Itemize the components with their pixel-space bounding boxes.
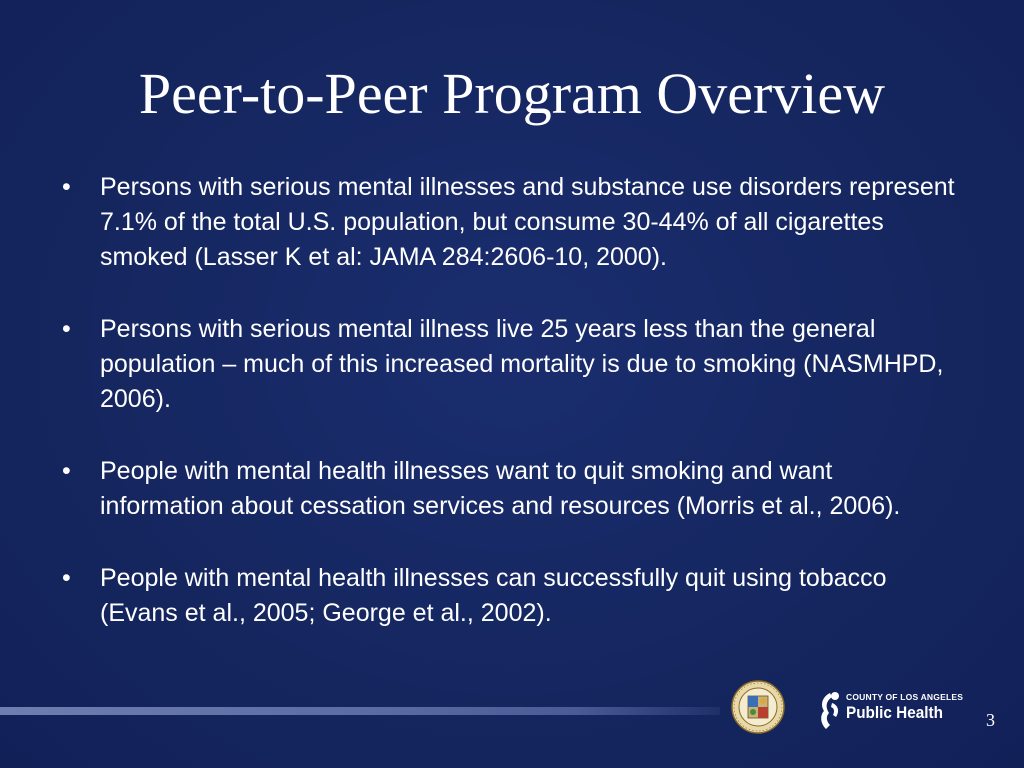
bullet-item [62,312,962,417]
bullet-text: People with mental health illnesses can successfully quit using tobacco (Evans et al., 2005; George et al., 2002). [100,564,887,627]
logo-public-health-text: Public Health [846,703,943,722]
public-health-figure-icon [816,689,842,733]
public-health-logo [816,689,966,733]
county-seal-icon [731,680,785,734]
bullet-marker: • [62,315,71,343]
bullet-text: People with mental health illnesses want to quit smoking and want information about cessation services and resources (Morris et al., 2006). [100,457,901,520]
slide-title: Peer-to-Peer Program Overview [138,61,886,126]
logo-county-text: COUNTY OF LOS ANGELES [846,692,964,702]
footer-divider [0,707,720,715]
bullet-item [62,454,962,524]
bullet-marker: • [62,173,71,201]
page-number: 3 [986,710,995,730]
bullet-marker: • [62,564,71,592]
bullet-marker: • [62,457,71,485]
bullet-list [62,170,962,668]
bullet-item [62,561,962,631]
bullet-text: Persons with serious mental illness live 25 years less than the general population – much of this increased mortality is due to smoking (NASMHPD, 2006). [100,315,944,413]
bullet-text: Persons with serious mental illnesses and substance use disorders represent 7.1% of the total U.S. population, but consume 30-44% of all cigarettes smoked (Lasser K et al: JAMA 284:2606-10, 2000). [100,173,955,271]
bullet-item [62,170,962,275]
